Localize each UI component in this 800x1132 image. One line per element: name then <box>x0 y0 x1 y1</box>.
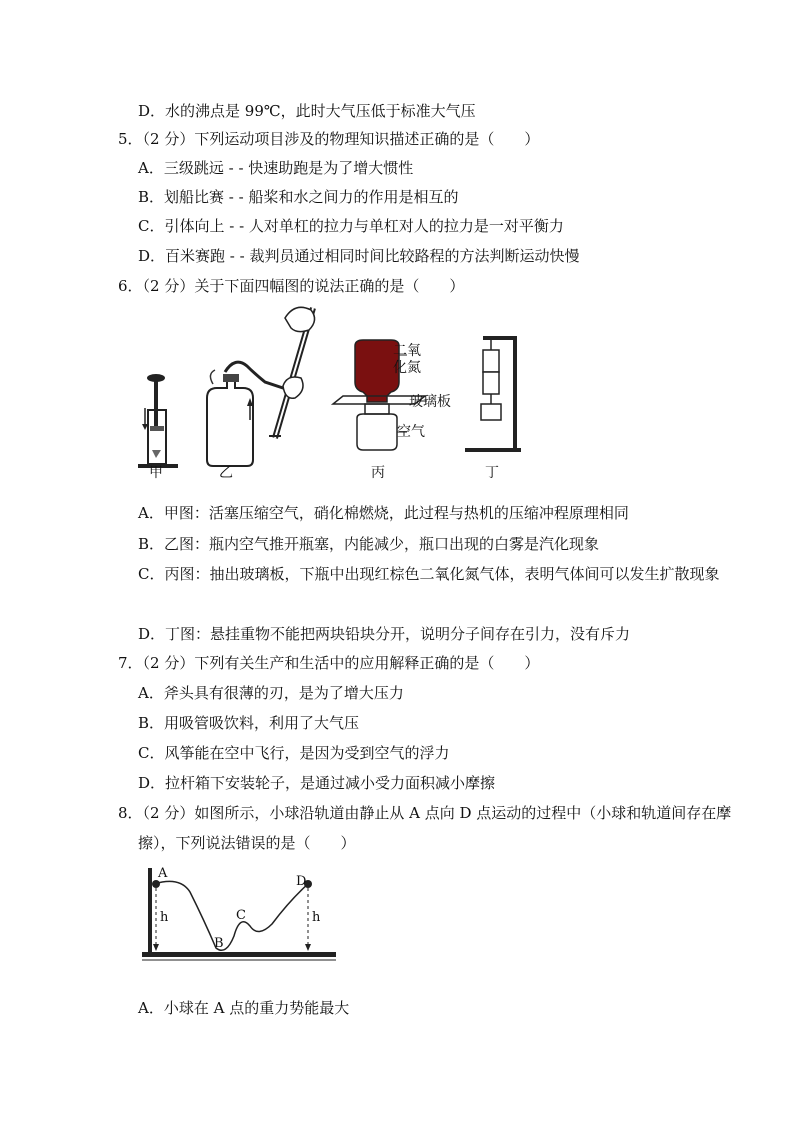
q6-option-d: D．丁图：悬挂重物不能把两块铅块分开，说明分子间存在引力，没有斥力 <box>138 625 631 643</box>
fig-ding-lead-blocks <box>465 336 521 452</box>
fig-yi-bottle-pump <box>207 307 315 466</box>
q6-figure <box>135 300 535 482</box>
q8-label-d: D <box>296 874 307 889</box>
fig-label-no2-1: 二氧 <box>393 343 421 359</box>
q7-stem: 7．（2 分）下列有关生产和生活中的应用解释正确的是（ ） <box>118 654 540 672</box>
fig-label-bing: 丙 <box>371 465 385 481</box>
q7-option-b: B．用吸管吸饮料，利用了大气压 <box>138 714 360 732</box>
q7-option-c: C．风筝能在空中飞行，是因为受到空气的浮力 <box>138 744 450 762</box>
fig-label-yi: 乙 <box>219 465 233 481</box>
q5-option-c: C．引体向上 - - 人对单杠的拉力与单杠对人的拉力是一对平衡力 <box>138 217 564 235</box>
q5-option-a: A．三级跳远 - - 快速助跑是为了增大惯性 <box>138 159 414 177</box>
q8-label-a: A <box>158 866 168 881</box>
q6-stem: 6．（2 分）关于下面四幅图的说法正确的是（ ） <box>118 277 465 295</box>
q8-label-b: B <box>214 936 224 951</box>
q6-option-b: B．乙图：瓶内空气推开瓶塞，内能减少，瓶口出现的白雾是汽化现象 <box>138 535 600 553</box>
q5-option-b: B．划船比赛 - - 船桨和水之间力的作用是相互的 <box>138 188 459 206</box>
q8-stem-line2: 擦），下列说法错误的是（ ） <box>138 834 356 852</box>
q8-label-c: C <box>236 908 246 923</box>
fig-label-glass-plate: 玻璃板 <box>409 394 451 410</box>
q8-option-a: A．小球在 A 点的重力势能最大 <box>138 999 350 1017</box>
q5-stem: 5．（2 分）下列运动项目涉及的物理知识描述正确的是（ ） <box>118 130 540 148</box>
q8-label-h-right: h <box>312 910 321 925</box>
q4-option-d: D．水的沸点是 99℃，此时大气压低于标准大气压 <box>138 102 476 120</box>
q5-option-d: D．百米赛跑 - - 裁判员通过相同时间比较路程的方法判断运动快慢 <box>138 247 580 265</box>
q6-option-a: A．甲图：活塞压缩空气，硝化棉燃烧，此过程与热机的压缩冲程原理相同 <box>138 504 629 522</box>
fig-jia-piston-cylinder <box>138 374 178 468</box>
fig-label-jia: 甲 <box>149 465 163 481</box>
q7-option-a: A．斧头具有很薄的刃，是为了增大压力 <box>138 684 404 702</box>
fig-label-ding: 丁 <box>485 465 499 481</box>
q8-track-figure <box>140 864 340 970</box>
fig-label-air: 空气 <box>397 424 425 440</box>
fig-label-no2-2: 化氮 <box>393 360 421 376</box>
q8-stem-line1: 8．（2 分）如图所示，小球沿轨道由静止从 A 点向 D 点运动的过程中（小球和轨道间存在摩 <box>118 804 732 822</box>
q8-label-h-left: h <box>160 910 169 925</box>
q6-option-c: C．丙图：抽出玻璃板，下瓶中出现红棕色二氧化氮气体，表明气体间可以发生扩散现象 <box>138 565 720 583</box>
q7-option-d: D．拉杆箱下安装轮子，是通过减小受力面积减小摩擦 <box>138 774 496 792</box>
